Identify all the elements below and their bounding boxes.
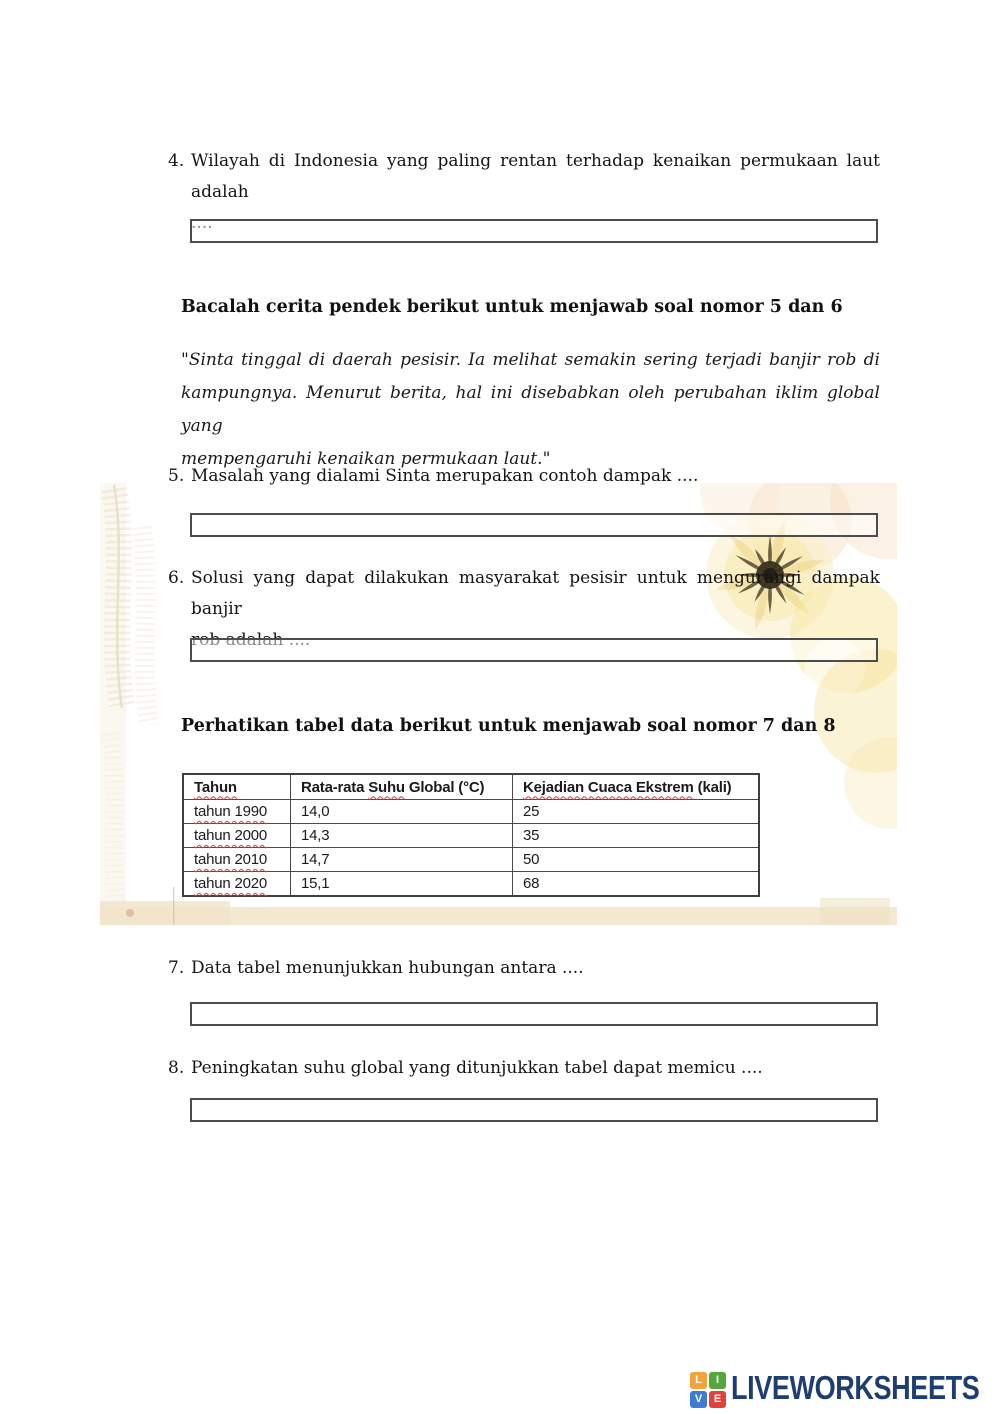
question-number: 8. (168, 1058, 185, 1078)
table-cell: 35 (513, 824, 760, 848)
question-number: 4. (168, 151, 185, 171)
table-instruction-heading: Perhatikan tabel data berikut untuk menjawab soal nomor 7 dan 8 (181, 716, 836, 736)
answer-input-8[interactable] (190, 1098, 878, 1122)
liveworksheets-logo-icon (690, 1372, 726, 1408)
answer-input-4[interactable] (190, 219, 878, 243)
table-cell: 68 (513, 872, 760, 897)
table-header-cell: Tahun (183, 774, 291, 800)
table-header-row (183, 774, 759, 800)
table-header-cell: Rata-rata Suhu Global (°C) (291, 774, 513, 800)
question-text: Wilayah di Indonesia yang paling rentan terhadap kenaikan permukaan laut adalah (191, 151, 880, 202)
table-cell: tahun 1990 (183, 800, 291, 824)
question-number: 5. (168, 466, 185, 486)
liveworksheets-wordmark: LIVEWORKSHEETS (731, 1369, 980, 1406)
table-cell: 14,3 (291, 824, 513, 848)
logo-tile-v: V (690, 1391, 707, 1408)
question-5 (168, 461, 880, 492)
story-line: kampungnya. Menurut berita, hal ini disebabkan oleh perubahan iklim global yang (181, 383, 880, 436)
story-line: "Sinta tinggal di daerah pesisir. Ia melihat semakin sering terjadi banjir rob di (181, 350, 880, 370)
question-text: Peningkatan suhu global yang ditunjukkan tabel dapat memicu .... (191, 1058, 763, 1078)
table-row (183, 800, 759, 824)
question-number: 6. (168, 568, 185, 588)
story-instruction-heading: Bacalah cerita pendek berikut untuk menjawab soal nomor 5 dan 6 (181, 297, 843, 317)
answer-input-7[interactable] (190, 1002, 878, 1026)
logo-tile-i: I (709, 1372, 726, 1389)
table-cell: 15,1 (291, 872, 513, 897)
table-row (183, 872, 759, 897)
table-cell: tahun 2010 (183, 848, 291, 872)
table-header-cell: Kejadian Cuaca Ekstrem (kali) (513, 774, 760, 800)
question-text: Masalah yang dialami Sinta merupakan contoh dampak .... (191, 466, 699, 486)
question-text: Data tabel menunjukkan hubungan antara .... (191, 958, 584, 978)
question-8 (168, 1053, 880, 1084)
data-table (182, 773, 760, 897)
table-cell: tahun 2020 (183, 872, 291, 897)
question-text: Solusi yang dapat dilakukan masyarakat pesisir untuk mengurangi dampak banjir (191, 568, 880, 619)
question-number: 7. (168, 958, 185, 978)
table-row (183, 824, 759, 848)
story-line: mempengaruhi kenaikan permukaan laut." (181, 449, 551, 469)
table-cell: 14,0 (291, 800, 513, 824)
story-paragraph (181, 344, 880, 476)
question-7 (168, 953, 880, 984)
table-cell: 25 (513, 800, 760, 824)
table-cell: tahun 2000 (183, 824, 291, 848)
answer-input-6[interactable] (190, 638, 878, 662)
logo-tile-e: E (709, 1391, 726, 1408)
logo-tile-l: L (690, 1372, 707, 1389)
liveworksheets-logo[interactable] (690, 1367, 990, 1411)
table-row (183, 848, 759, 872)
table-cell: 14,7 (291, 848, 513, 872)
table-cell: 50 (513, 848, 760, 872)
answer-input-5[interactable] (190, 513, 878, 537)
